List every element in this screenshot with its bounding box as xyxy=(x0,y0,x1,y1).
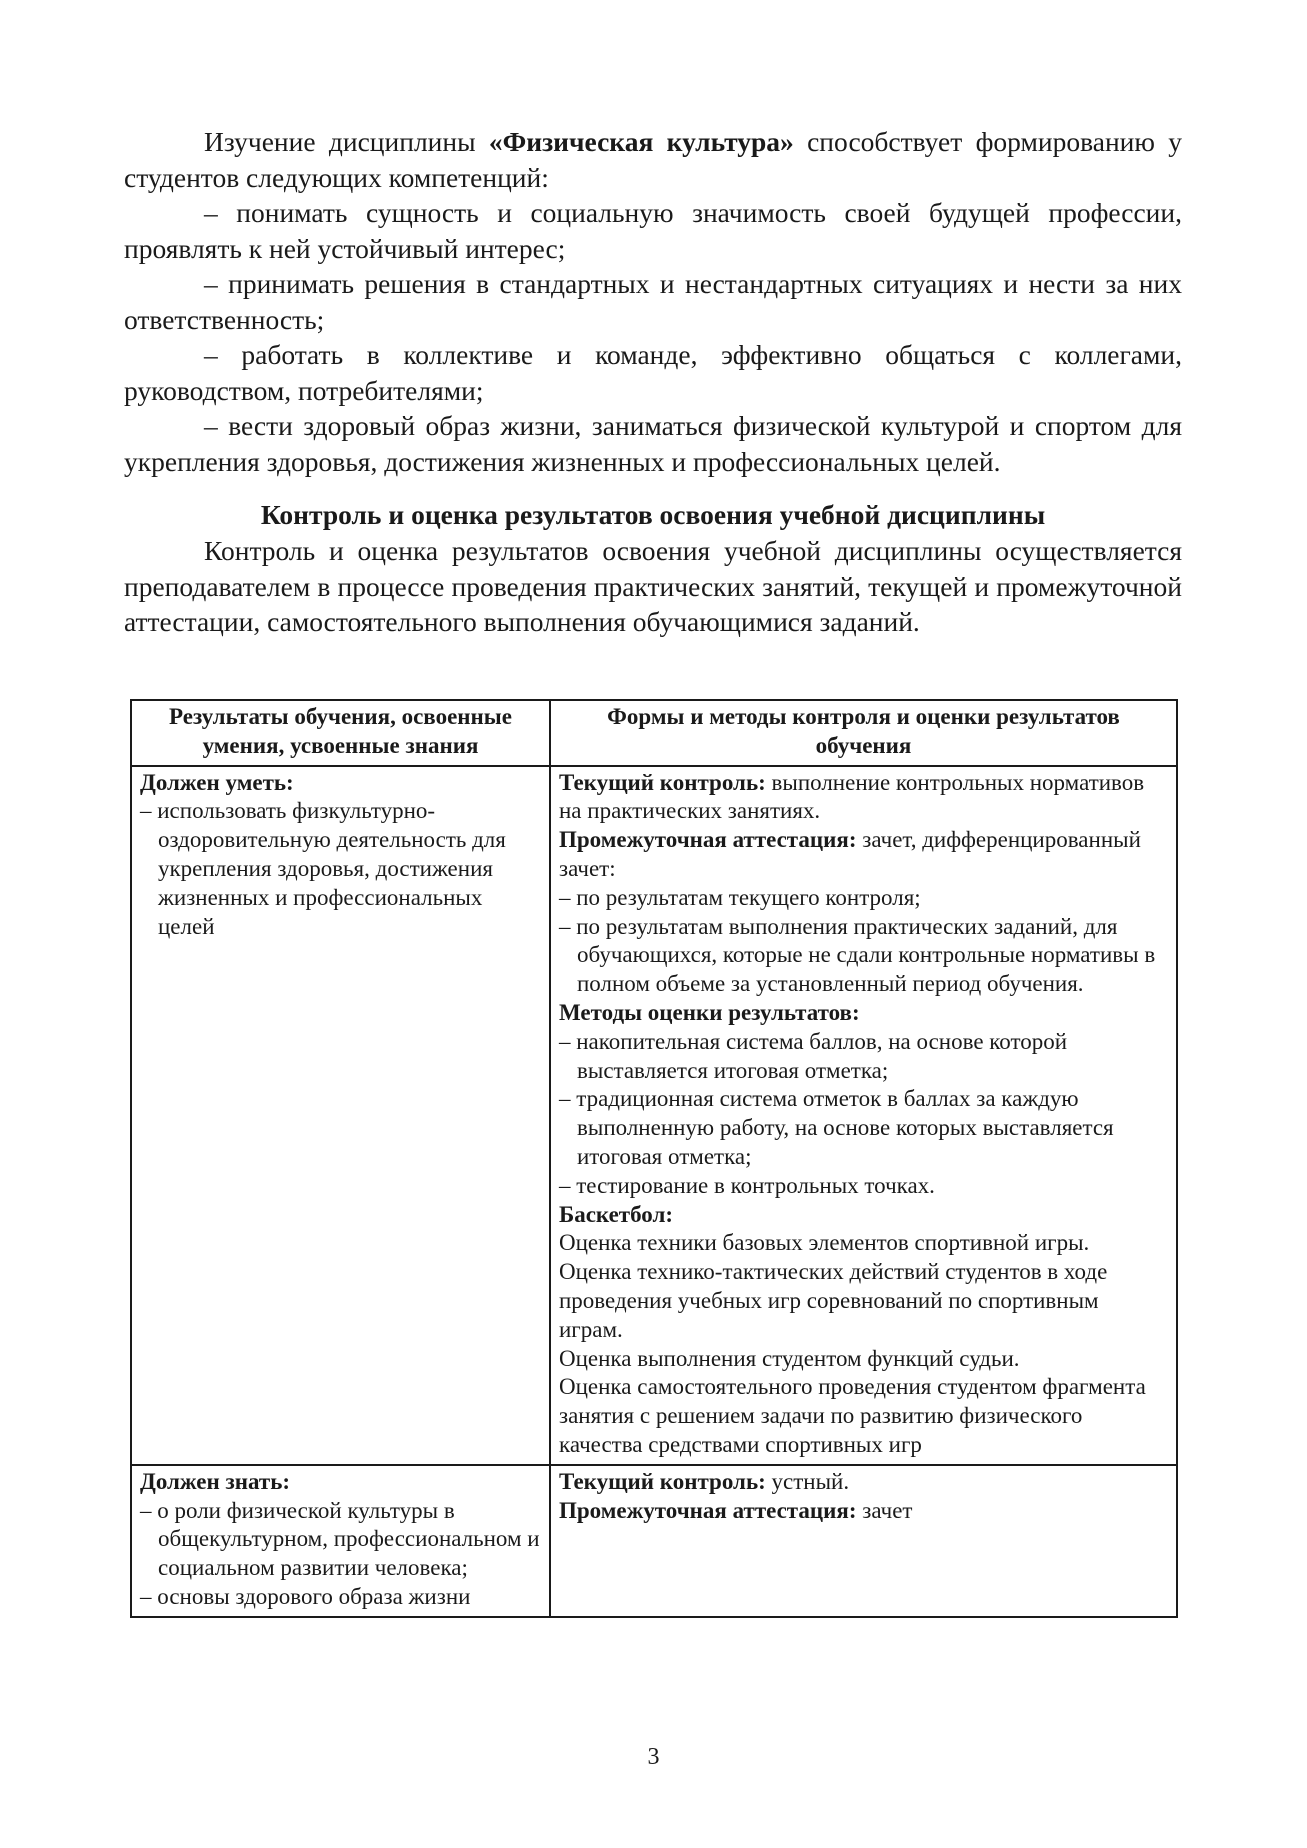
skills-methods-cell xyxy=(550,766,1177,1465)
table-header-row xyxy=(131,700,1177,766)
interim-attestation xyxy=(559,1497,1168,1526)
section-heading: Контроль и оценка результатов освоения учебной дисциплины xyxy=(260,499,1046,530)
current-control-text: выполнение контрольных нормативов на практических занятиях. xyxy=(559,769,1145,824)
sport-item: Оценка технико-тактических действий студентов в ходе проведения учебных игр соревнований по спортивным играм. xyxy=(559,1259,1108,1342)
interim-item: – по результатам текущего контроля; xyxy=(559,884,921,910)
current-control-text: устный. xyxy=(765,1468,850,1494)
competency-item: – вести здоровый образ жизни, заниматься физической культурой и спортом для укрепления здоровья, достижения жизненных и профессиональных целей. xyxy=(124,410,1182,477)
intro-prefix: Изучение дисциплины xyxy=(204,126,489,157)
interim-attestation-label: Промежуточная аттестация: xyxy=(559,827,857,853)
table-row xyxy=(131,1465,1177,1617)
skills-title: Должен уметь: xyxy=(140,769,294,795)
header-methods: Формы и методы контроля и оценки результатов обучения xyxy=(550,700,1177,766)
interim-attestation-label: Промежуточная аттестация: xyxy=(559,1497,857,1523)
competency-item: – понимать сущность и социальную значимость своей будущей профессии, проявлять к ней устойчивый интерес; xyxy=(124,197,1182,264)
knowledge-cell xyxy=(131,1465,550,1617)
current-control-label: Текущий контроль: xyxy=(559,769,766,795)
current-control xyxy=(559,769,1168,827)
skills-item: – использовать физкультурно-оздоровительную деятельность для укрепления здоровья, достижения жизненных и профессиональных целей xyxy=(140,798,506,939)
interim-attestation-text: зачет xyxy=(856,1497,913,1523)
page-number: 3 xyxy=(647,1744,660,1770)
intro-paragraph xyxy=(124,124,1182,195)
competency-item: – работать в коллективе и команде, эффективно общаться с коллегами, руководством, потребителями; xyxy=(124,339,1182,406)
header-results: Результаты обучения, освоенные умения, усвоенные знания xyxy=(131,700,550,766)
knowledge-title: Должен знать: xyxy=(140,1468,291,1494)
interim-attestation-text: зачет, дифференцированный зачет: xyxy=(559,827,1141,881)
methods-label: Методы оценки результатов: xyxy=(559,999,860,1025)
table-row xyxy=(131,766,1177,1465)
interim-attestation xyxy=(559,826,1168,884)
discipline-name: «Физическая культура» xyxy=(488,126,794,157)
current-control xyxy=(559,1468,1168,1497)
sport-item: Оценка самостоятельного проведения студентом фрагмента занятия с решением задачи по развитию физического качества средствами спортивных игр xyxy=(559,1374,1146,1457)
skills-cell xyxy=(131,766,550,1465)
knowledge-methods-cell xyxy=(550,1465,1177,1617)
methods-item: – тестирование в контрольных точках. xyxy=(559,1172,935,1198)
assessment-table xyxy=(130,699,1178,1618)
assessment-table-wrapper xyxy=(130,699,1178,1618)
current-control-label: Текущий контроль: xyxy=(559,1468,766,1494)
control-paragraph: Контроль и оценка результатов освоения учебной дисциплины осуществляется преподавателем в процессе проведения практических занятий, текущей и промежуточной аттестации, самостоятельного выполнения обучающимися заданий. xyxy=(124,535,1182,637)
sport-label: Баскетбол: xyxy=(559,1201,674,1227)
interim-item: – по результатам выполнения практических заданий, для обучающихся, которые не сдали контрольные нормативы в полном объеме за установленный период обучения. xyxy=(559,913,1156,997)
knowledge-item: – основы здорового образа жизни xyxy=(140,1583,471,1609)
competencies-section xyxy=(124,124,1182,479)
methods-item: – традиционная система отметок в баллах за каждую выполненную работу, на основе которых выставляется итоговая отметка; xyxy=(559,1086,1114,1169)
competency-item: – принимать решения в стандартных и нестандартных ситуациях и нести за них ответственность; xyxy=(124,268,1182,335)
methods-item: – накопительная система баллов, на основе которой выставляется итоговая отметка; xyxy=(559,1028,1068,1083)
intro-suffix: способствует формированию у студентов следующих компетенций: xyxy=(124,126,1182,193)
sport-item: Оценка выполнения студентом функций судьи. xyxy=(559,1345,1020,1371)
control-section xyxy=(124,533,1182,640)
knowledge-item: – о роли физической культуры в общекультурном, профессиональном и социальном развитии человека; xyxy=(140,1497,540,1581)
sport-item: Оценка техники базовых элементов спортивной игры. xyxy=(559,1230,1090,1256)
